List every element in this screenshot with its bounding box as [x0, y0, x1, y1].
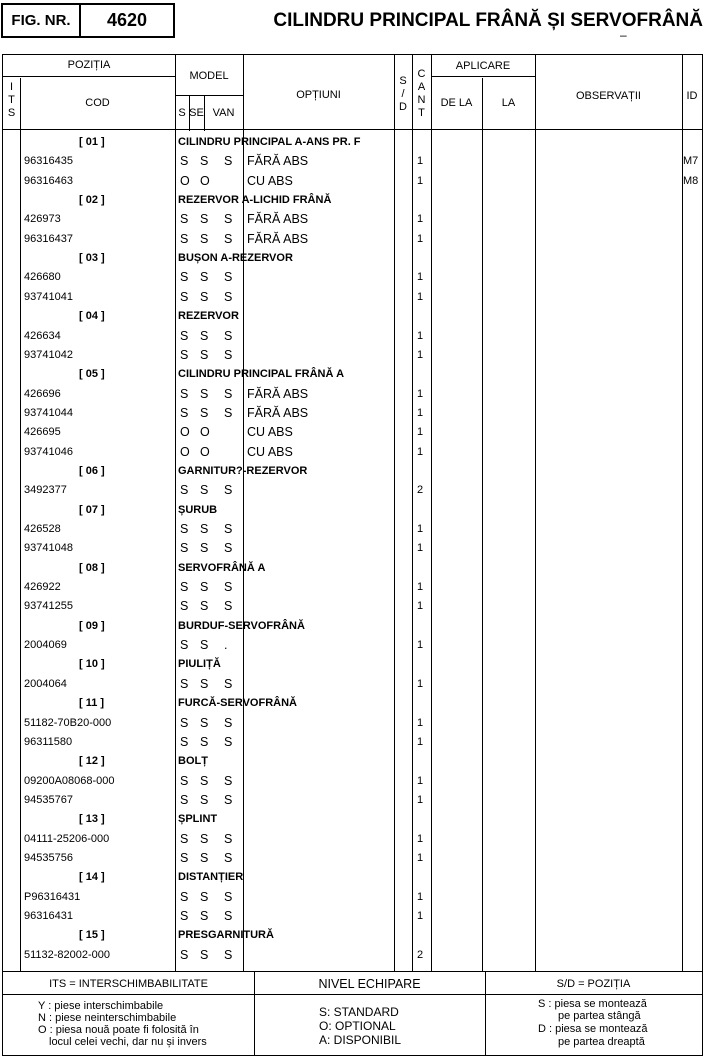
- header-cant: C A N T: [417, 68, 426, 119]
- part-code: 51182-70B20-000: [24, 716, 112, 729]
- model-s: S: [180, 599, 189, 614]
- model-s: S: [180, 483, 189, 498]
- part-quantity: 2: [417, 484, 424, 497]
- model-se: S: [200, 405, 209, 420]
- part-quantity: 1: [417, 735, 424, 748]
- model-s: S: [180, 909, 189, 923]
- part-quantity: 1: [417, 774, 424, 787]
- model-se: S: [200, 522, 209, 536]
- header-id: ID: [686, 90, 698, 102]
- header-optiuni: OPȚIUNI: [296, 89, 341, 101]
- part-quantity: 1: [417, 639, 424, 652]
- legend-its-title: ITS = INTERSCHIMBABILITATE: [49, 978, 208, 990]
- model-se: S: [200, 386, 209, 401]
- group-position: [ 13 ]: [79, 813, 105, 826]
- model-s: O: [180, 425, 190, 440]
- model-se: S: [200, 231, 209, 246]
- model-s: S: [180, 328, 189, 343]
- header-model: MODEL: [189, 70, 229, 82]
- part-quantity: 1: [417, 793, 424, 806]
- part-code: 426528: [24, 523, 61, 535]
- group-position: [ 06 ]: [79, 464, 105, 477]
- legend-sd-line: S : piesa se montează: [538, 998, 647, 1010]
- group-name: BOLȚ: [178, 755, 208, 768]
- part-code: 93741044: [24, 406, 73, 419]
- part-quantity: 1: [417, 213, 424, 226]
- model-se: S: [200, 889, 209, 904]
- part-code: 426695: [24, 426, 61, 439]
- part-code: 96316435: [24, 155, 73, 168]
- part-code: 93741048: [24, 542, 73, 555]
- model-se: O: [200, 173, 210, 188]
- legend-nivel-title: NIVEL ECHIPARE: [318, 977, 421, 991]
- part-quantity: 1: [417, 387, 424, 400]
- group-position: [ 02 ]: [79, 194, 105, 207]
- model-van: S: [224, 831, 233, 846]
- model-se: S: [200, 947, 209, 962]
- model-van: S: [224, 889, 233, 904]
- part-code: 426973: [24, 213, 61, 226]
- group-position: [ 01 ]: [79, 136, 105, 148]
- group-position: [ 11 ]: [79, 697, 105, 710]
- group-name: BUȘON A-REZERVOR: [178, 252, 293, 265]
- group-name: CILINDRU PRINCIPAL FRÂNĂ A: [178, 368, 345, 381]
- part-code: 94535756: [24, 851, 73, 864]
- group-name: PRESGARNITURĂ: [178, 929, 274, 942]
- model-s: S: [180, 638, 189, 653]
- header-cod: COD: [85, 97, 110, 109]
- group-name: CILINDRU PRINCIPAL A-ANS PR. F: [178, 136, 361, 148]
- header-model-van: VAN: [212, 107, 235, 119]
- model-s: S: [180, 289, 189, 304]
- model-s: S: [180, 212, 189, 227]
- legend-nivel-line: A: DISPONIBIL: [319, 1033, 402, 1047]
- part-quantity: 1: [417, 890, 424, 903]
- legend-nivel-line: O: OPTIONAL: [319, 1019, 396, 1033]
- model-se: S: [200, 212, 209, 227]
- parts-table: [2, 54, 703, 972]
- header-aplicare: APLICARE: [455, 60, 511, 72]
- part-option: FĂRĂ ABS: [247, 405, 309, 420]
- part-option: CU ABS: [247, 173, 293, 188]
- model-van: S: [224, 212, 233, 227]
- part-quantity: 1: [417, 290, 424, 303]
- model-se: S: [200, 289, 209, 304]
- part-quantity: 1: [417, 523, 424, 535]
- legend-its-line: O : piesa nouă poate fi folosită în: [38, 1024, 199, 1036]
- part-quantity: 1: [417, 406, 424, 419]
- part-quantity: 1: [417, 155, 424, 168]
- part-quantity: 1: [417, 329, 424, 342]
- header-la: LA: [501, 97, 516, 109]
- model-s: S: [180, 386, 189, 401]
- model-van: S: [224, 909, 233, 923]
- model-s: S: [180, 773, 189, 788]
- model-s: S: [180, 541, 189, 556]
- model-se: S: [200, 773, 209, 788]
- part-option: CU ABS: [247, 425, 293, 440]
- model-se: S: [200, 715, 209, 730]
- group-name: BURDUF-SERVOFRÂNĂ: [178, 619, 305, 632]
- legend-nivel-line: S: STANDARD: [319, 1005, 399, 1019]
- model-van: S: [224, 773, 233, 788]
- part-code: 04111-25206-000: [24, 832, 110, 845]
- part-quantity: 1: [417, 348, 424, 361]
- group-name: FURCĂ-SERVOFRÂNĂ: [178, 697, 297, 710]
- model-van: S: [224, 231, 233, 246]
- model-se: S: [200, 831, 209, 846]
- model-s: S: [180, 850, 189, 865]
- model-van: S: [224, 947, 233, 962]
- header-its: I T S: [7, 81, 16, 119]
- model-s: O: [180, 173, 190, 188]
- figure-number-box: [1, 3, 175, 38]
- model-s: S: [180, 889, 189, 904]
- model-se: S: [200, 850, 209, 865]
- model-se: S: [200, 541, 209, 556]
- model-s: S: [180, 347, 189, 362]
- group-name: SERVOFRÂNĂ A: [178, 561, 266, 574]
- part-code: P96316431: [24, 890, 81, 903]
- group-name: GARNITUR?-REZERVOR: [178, 464, 308, 477]
- figure-label: FIG. NR.: [3, 5, 81, 36]
- model-s: S: [180, 715, 189, 730]
- model-s: S: [180, 154, 189, 169]
- part-quantity: 1: [417, 832, 424, 845]
- header-observatii: OBSERVAȚII: [575, 90, 641, 102]
- model-van: S: [224, 541, 233, 556]
- part-code: 2004064: [24, 677, 67, 690]
- part-option: FĂRĂ ABS: [247, 386, 309, 401]
- part-option: FĂRĂ ABS: [247, 231, 309, 246]
- part-code: 96311580: [24, 735, 73, 748]
- legend-its-line: N : piese neinterschimbabile: [38, 1012, 177, 1024]
- legend-its-line: Y : piese interschimbabile: [38, 1000, 164, 1012]
- model-se: S: [200, 676, 209, 691]
- model-se: S: [200, 909, 209, 923]
- model-se: S: [200, 638, 209, 653]
- group-name: ȘPLINT: [178, 813, 218, 826]
- part-quantity: 1: [417, 716, 424, 729]
- model-se: S: [200, 792, 209, 807]
- header-model-s: S: [178, 107, 186, 119]
- model-s: S: [180, 522, 189, 536]
- group-name: ȘURUB: [178, 503, 218, 516]
- legend-sd-title: S/D = POZIȚIA: [556, 978, 631, 990]
- part-option: CU ABS: [247, 444, 293, 459]
- group-position: [ 08 ]: [79, 561, 105, 574]
- part-id: M8: [683, 174, 699, 187]
- group-position: [ 04 ]: [79, 310, 105, 323]
- part-quantity: 1: [417, 232, 424, 245]
- model-se: S: [200, 347, 209, 362]
- model-se: S: [200, 599, 209, 614]
- part-code: 2004069: [24, 639, 67, 652]
- part-quantity: 1: [417, 174, 424, 187]
- part-code: 426696: [24, 387, 61, 400]
- part-quantity: 1: [417, 851, 424, 864]
- part-option: FĂRĂ ABS: [247, 212, 309, 227]
- part-code: 3492377: [24, 484, 67, 497]
- part-code: 426922: [24, 581, 61, 594]
- model-s: O: [180, 444, 190, 459]
- model-van: S: [224, 715, 233, 730]
- legend-sd-line: pe partea dreaptă: [558, 1036, 645, 1048]
- model-s: S: [180, 676, 189, 691]
- part-code: 426634: [24, 329, 61, 342]
- part-code: 51132-82002-000: [24, 948, 111, 961]
- group-position: [ 14 ]: [79, 871, 105, 884]
- model-se: S: [200, 734, 209, 749]
- part-code: 96316431: [24, 910, 73, 922]
- model-van: S: [224, 405, 233, 420]
- group-position: [ 03 ]: [79, 252, 105, 265]
- model-se: S: [200, 154, 209, 169]
- header-de-la: DE LA: [440, 97, 473, 109]
- group-position: [ 10 ]: [79, 658, 105, 671]
- model-se: S: [200, 328, 209, 343]
- legend-sd-line: pe partea stângă: [558, 1010, 641, 1022]
- group-name: REZERVOR: [178, 310, 239, 323]
- model-van: S: [224, 154, 233, 169]
- part-code: 93741046: [24, 445, 73, 458]
- part-code: 93741255: [24, 600, 73, 613]
- model-van: S: [224, 676, 233, 691]
- model-se: S: [200, 270, 209, 285]
- title-mark: –: [620, 28, 627, 42]
- legend-sd-line: D : piesa se montează: [538, 1023, 648, 1035]
- group-name: DISTANȚIER: [178, 871, 244, 884]
- group-name: PIULIȚĂ: [178, 658, 221, 671]
- model-van: S: [224, 522, 233, 536]
- legend: [2, 972, 703, 1056]
- group-position: [ 15 ]: [79, 929, 105, 942]
- model-van: S: [224, 580, 233, 595]
- part-id: M7: [683, 155, 699, 168]
- part-option: FĂRĂ ABS: [247, 154, 309, 169]
- group-position: [ 07 ]: [79, 503, 105, 516]
- figure-number: 4620: [106, 10, 148, 30]
- model-van: S: [224, 347, 233, 362]
- header-pozitia: POZIȚIA: [67, 59, 111, 71]
- part-code: 426680: [24, 271, 61, 284]
- group-position: [ 09 ]: [79, 619, 105, 632]
- model-se: S: [200, 580, 209, 595]
- group-position: [ 12 ]: [79, 755, 105, 768]
- model-s: S: [180, 405, 189, 420]
- model-van: S: [224, 328, 233, 343]
- model-s: S: [180, 831, 189, 846]
- model-se: O: [200, 425, 210, 440]
- part-code: 93741041: [24, 290, 73, 303]
- model-s: S: [180, 580, 189, 595]
- page-title: CILINDRU PRINCIPAL FRÂNĂ ȘI SERVOFRÂNĂ: [273, 10, 703, 31]
- model-van: S: [224, 734, 233, 749]
- model-se: O: [200, 444, 210, 459]
- model-s: S: [180, 792, 189, 807]
- part-quantity: 1: [417, 542, 424, 555]
- model-s: S: [180, 947, 189, 962]
- model-van: S: [224, 599, 233, 614]
- model-van: S: [224, 386, 233, 401]
- header-model-se: SE: [189, 107, 204, 119]
- part-quantity: 1: [417, 910, 424, 922]
- part-code: 96316463: [24, 174, 73, 187]
- part-quantity: 1: [417, 271, 424, 284]
- part-quantity: 1: [417, 677, 424, 690]
- legend-its-line: locul celei vechi, dar nu și invers: [49, 1036, 207, 1048]
- part-code: 96316437: [24, 232, 73, 245]
- part-code: 09200A08068-000: [24, 774, 115, 787]
- model-van: .: [224, 638, 228, 653]
- model-van: S: [224, 289, 233, 304]
- group-name: REZERVOR A-LICHID FRÂNĂ: [178, 194, 332, 207]
- model-van: S: [224, 270, 233, 285]
- part-quantity: 2: [417, 948, 424, 961]
- model-van: S: [224, 850, 233, 865]
- part-code: 93741042: [24, 348, 73, 361]
- header-sd: S / D: [399, 75, 407, 113]
- part-quantity: 1: [417, 426, 424, 439]
- model-van: S: [224, 483, 233, 498]
- part-quantity: 1: [417, 581, 424, 594]
- model-s: S: [180, 734, 189, 749]
- part-quantity: 1: [417, 445, 424, 458]
- model-van: S: [224, 792, 233, 807]
- part-code: 94535767: [24, 793, 73, 806]
- group-position: [ 05 ]: [79, 368, 105, 381]
- model-se: S: [200, 483, 209, 498]
- part-quantity: 1: [417, 600, 424, 613]
- model-s: S: [180, 231, 189, 246]
- model-s: S: [180, 270, 189, 285]
